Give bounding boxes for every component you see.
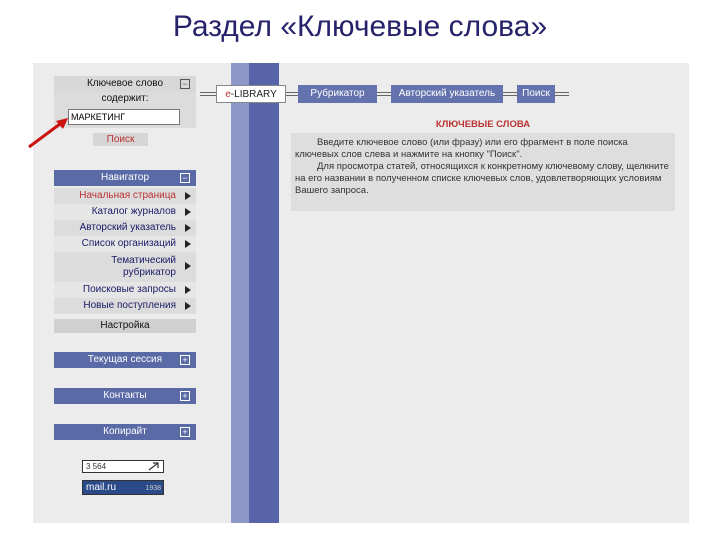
keyword-header: Ключевое слово − <box>54 76 196 92</box>
tab-author-index[interactable]: Авторский указатель <box>391 85 503 103</box>
navigator-title: Навигатор <box>100 172 150 183</box>
nav-item-home[interactable]: Начальная страница <box>54 188 196 204</box>
arrow-right-icon <box>185 302 191 310</box>
arrow-right-icon <box>185 192 191 200</box>
tab-search[interactable]: Поиск <box>517 85 555 103</box>
content-instructions <box>291 133 675 211</box>
navigator-header[interactable] <box>54 170 196 186</box>
section-current-session[interactable]: Текущая сессия + <box>54 352 196 368</box>
collapse-icon[interactable]: − <box>180 79 190 89</box>
keyword-search-button[interactable]: Поиск <box>93 133 148 146</box>
tab-connector <box>555 92 569 96</box>
nav-item-organizations[interactable]: Список организаций <box>54 236 196 252</box>
nav-item-rubricator[interactable]: Тематический рубрикатор <box>54 252 196 282</box>
navigator-list <box>54 188 196 314</box>
tab-elibrary[interactable]: e-LIBRARY <box>216 85 286 103</box>
arrow-right-icon <box>185 240 191 248</box>
navigator-collapse-icon[interactable]: − <box>180 173 190 183</box>
counter-banner[interactable]: 3 564 <box>82 460 164 473</box>
browser-screenshot <box>33 63 689 523</box>
expand-icon[interactable]: + <box>180 391 190 401</box>
nav-item-new-arrivals[interactable]: Новые поступления <box>54 298 196 314</box>
tab-rubricator[interactable]: Рубрикатор <box>298 85 377 103</box>
vertical-divider-dark <box>249 63 279 523</box>
arrow-icon <box>148 462 160 471</box>
content-title: КЛЮЧЕВЫЕ СЛОВА <box>435 119 531 130</box>
instruction-paragraph-1: Введите ключевое слово (или фразу) или его фрагмент в поле поиска ключевых слов слева и нажмите на кнопку "Поиск". <box>295 137 628 160</box>
section-copyright[interactable]: Копирайт + <box>54 424 196 440</box>
tab-connector <box>377 92 391 96</box>
expand-icon[interactable]: + <box>180 427 190 437</box>
section-contacts[interactable]: Контакты + <box>54 388 196 404</box>
settings-link[interactable]: Настройка <box>54 319 196 333</box>
keyword-header-line2: содержит: <box>101 93 149 104</box>
instruction-paragraph-2: Для просмотра статей, относящихся к конкретному ключевому слову, щелкните на его названии в полученном списке ключевых слов, удовлетворяющих условиям Вашего запроса. <box>295 161 669 196</box>
mailru-counter-banner[interactable]: mail.ru 1938 <box>82 480 164 495</box>
arrow-right-icon <box>185 224 191 232</box>
expand-icon[interactable]: + <box>180 355 190 365</box>
arrow-right-icon <box>185 262 191 270</box>
keyword-input[interactable]: МАРКЕТИНГ <box>68 109 180 125</box>
tab-connector <box>503 92 517 96</box>
slide-title: Раздел «Ключевые слова» <box>172 10 548 43</box>
arrow-right-icon <box>185 286 191 294</box>
vertical-divider-light <box>231 63 249 523</box>
nav-item-authors[interactable]: Авторский указатель <box>54 220 196 236</box>
red-pointer-arrow-icon <box>26 115 72 151</box>
nav-item-search-queries[interactable]: Поисковые запросы <box>54 282 196 298</box>
nav-item-journals[interactable]: Каталог журналов <box>54 204 196 220</box>
arrow-right-icon <box>185 208 191 216</box>
